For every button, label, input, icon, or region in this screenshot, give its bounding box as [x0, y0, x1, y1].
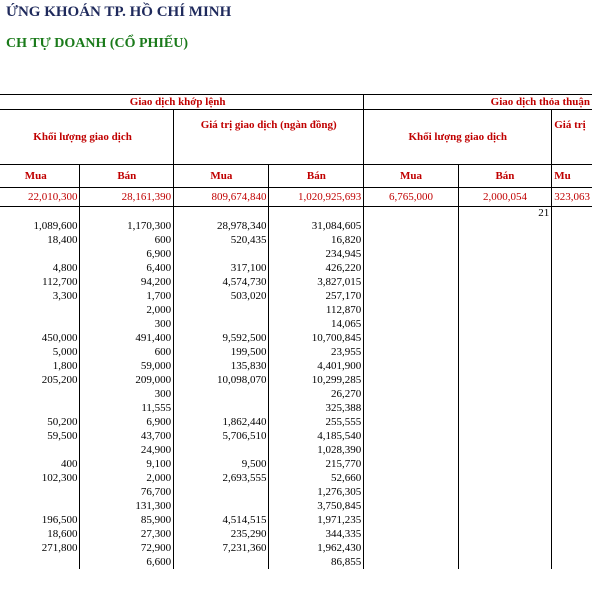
agreement-empty-cell	[364, 331, 458, 345]
agreement-empty-cell	[552, 401, 592, 415]
agreement-empty-cell	[364, 457, 458, 471]
table-row	[0, 555, 592, 569]
buy-value-cell	[174, 555, 269, 569]
agreement-empty-cell	[458, 443, 552, 457]
agreement-empty-cell	[364, 429, 458, 443]
total-buy-value: 809,674,840	[174, 188, 269, 207]
buy-value-cell: 2,693,555	[174, 471, 269, 485]
sell-volume-cell: 43,700	[80, 429, 174, 443]
agreement-empty-cell	[458, 373, 552, 387]
header-agreement-trades: Giao dịch thỏa thuận	[364, 95, 592, 110]
header-value-agreement: Giá trị	[552, 110, 592, 165]
header-volume: Khối lượng giao dịch	[0, 110, 174, 165]
sell-value-cell: 3,827,015	[269, 275, 364, 289]
buy-volume-cell	[0, 387, 80, 401]
sell-value-cell: 112,870	[269, 303, 364, 317]
sell-value-cell: 215,770	[269, 457, 364, 471]
agreement-empty-cell	[364, 275, 458, 289]
buy-volume-cell: 4,800	[0, 261, 80, 275]
agreement-empty-cell	[458, 219, 552, 233]
sell-volume-cell: 6,600	[80, 555, 174, 569]
buy-value-cell: 135,830	[174, 359, 269, 373]
buy-value-cell	[174, 485, 269, 499]
sell-value-cell: 10,700,845	[269, 331, 364, 345]
table-row	[0, 401, 592, 415]
agreement-empty-cell	[458, 303, 552, 317]
total-buy-agreement-volume: 6,765,000	[364, 188, 458, 207]
sell-value-cell: 325,388	[269, 401, 364, 415]
buy-value-cell: 4,514,515	[174, 513, 269, 527]
buy-value-cell: 317,100	[174, 261, 269, 275]
sell-value-cell: 1,276,305	[269, 485, 364, 499]
buy-value-cell: 199,500	[174, 345, 269, 359]
agreement-empty-cell	[364, 233, 458, 247]
agreement-empty-cell	[458, 261, 552, 275]
sell-value-cell: 31,084,605	[269, 219, 364, 233]
buy-volume-cell: 5,000	[0, 345, 80, 359]
table-row	[0, 345, 592, 359]
table-row	[0, 331, 592, 345]
table-row	[0, 317, 592, 331]
agreement-empty-cell	[458, 387, 552, 401]
table-row	[0, 247, 592, 261]
buy-volume-cell: 450,000	[0, 331, 80, 345]
agreement-empty-cell	[552, 527, 592, 541]
header-value: Giá trị giao dịch (ngàn đồng)	[174, 110, 364, 165]
agreement-empty-cell	[552, 443, 592, 457]
table-row	[0, 359, 592, 373]
sell-volume-cell: 2,000	[80, 471, 174, 485]
header-buy-agreement-volume: Mua	[364, 165, 458, 188]
buy-value-cell: 5,706,510	[174, 429, 269, 443]
sell-value-cell: 4,185,540	[269, 429, 364, 443]
header-sell-value: Bán	[269, 165, 364, 188]
table-row	[0, 513, 592, 527]
sell-volume-cell: 1,700	[80, 289, 174, 303]
agreement-empty-cell	[364, 219, 458, 233]
agreement-empty-cell	[364, 289, 458, 303]
buy-value-cell	[174, 317, 269, 331]
buy-value-cell: 1,862,440	[174, 415, 269, 429]
agreement-empty-cell	[364, 345, 458, 359]
agreement-empty-cell	[458, 513, 552, 527]
buy-value-cell	[174, 401, 269, 415]
buy-volume-cell	[0, 443, 80, 457]
agreement-empty-cell	[552, 261, 592, 275]
agreement-empty-cell	[364, 261, 458, 275]
sell-volume-cell: 72,900	[80, 541, 174, 555]
buy-volume-cell: 102,300	[0, 471, 80, 485]
header-buy-value: Mua	[174, 165, 269, 188]
sell-volume-cell: 24,900	[80, 443, 174, 457]
agreement-empty-cell	[552, 499, 592, 513]
table-row	[0, 429, 592, 443]
sell-volume-cell: 2,000	[80, 303, 174, 317]
total-buy-agreement-value: 323,063	[552, 188, 592, 207]
table-row	[0, 541, 592, 555]
agreement-empty-cell	[364, 541, 458, 555]
table-row	[0, 373, 592, 387]
sell-volume-cell: 9,100	[80, 457, 174, 471]
agreement-empty-cell	[458, 345, 552, 359]
agreement-empty-cell	[458, 275, 552, 289]
table-row	[0, 499, 592, 513]
sell-value-cell: 26,270	[269, 387, 364, 401]
buy-value-cell: 7,231,360	[174, 541, 269, 555]
agreement-empty-cell	[364, 499, 458, 513]
buy-volume-cell	[0, 317, 80, 331]
sell-volume-cell: 59,000	[80, 359, 174, 373]
sell-value-cell: 23,955	[269, 345, 364, 359]
table-row	[0, 415, 592, 429]
agreement-empty-cell	[458, 457, 552, 471]
sell-volume-cell: 94,200	[80, 275, 174, 289]
agreement-empty-cell	[552, 373, 592, 387]
agreement-empty-cell	[458, 401, 552, 415]
agreement-empty-cell	[552, 541, 592, 555]
sell-volume-cell: 6,900	[80, 247, 174, 261]
table-row	[0, 457, 592, 471]
sell-value-cell: 257,170	[269, 289, 364, 303]
agreement-empty-cell	[458, 541, 552, 555]
buy-volume-cell	[0, 555, 80, 569]
sell-volume-cell: 85,900	[80, 513, 174, 527]
agreement-empty-cell	[552, 359, 592, 373]
sell-value-cell: 3,750,845	[269, 499, 364, 513]
buy-value-cell: 4,574,730	[174, 275, 269, 289]
proprietary-trading-table	[0, 94, 592, 569]
buy-value-cell: 503,020	[174, 289, 269, 303]
buy-value-cell: 235,290	[174, 527, 269, 541]
agreement-empty-cell	[552, 219, 592, 233]
agreement-empty-cell	[552, 289, 592, 303]
sell-value-cell: 86,855	[269, 555, 364, 569]
buy-volume-cell	[0, 247, 80, 261]
sell-volume-cell: 491,400	[80, 331, 174, 345]
agreement-empty-cell	[458, 485, 552, 499]
agreement-empty-cell	[458, 317, 552, 331]
buy-volume-cell: 18,400	[0, 233, 80, 247]
table-row	[0, 289, 592, 303]
buy-volume-cell: 205,200	[0, 373, 80, 387]
sell-value-cell: 234,945	[269, 247, 364, 261]
total-sell-agreement-volume: 2,000,054	[458, 188, 552, 207]
buy-volume-cell	[0, 401, 80, 415]
agreement-empty-cell	[458, 331, 552, 345]
agreement-empty-cell	[364, 359, 458, 373]
buy-volume-cell	[0, 303, 80, 317]
table-row	[0, 219, 592, 233]
agreement-empty-cell	[458, 499, 552, 513]
agreement-empty-cell	[458, 527, 552, 541]
agreement-empty-cell	[458, 471, 552, 485]
agreement-empty-cell	[552, 303, 592, 317]
sell-volume-cell: 11,555	[80, 401, 174, 415]
sell-volume-cell: 300	[80, 317, 174, 331]
agreement-empty-cell	[552, 471, 592, 485]
sell-value-cell: 255,555	[269, 415, 364, 429]
buy-volume-cell: 271,800	[0, 541, 80, 555]
agreement-empty-cell	[364, 303, 458, 317]
table-row	[0, 261, 592, 275]
agreement-empty-cell	[364, 527, 458, 541]
agreement-empty-cell	[458, 247, 552, 261]
header-sell-volume: Bán	[80, 165, 174, 188]
buy-volume-cell: 3,300	[0, 289, 80, 303]
buy-value-cell: 28,978,340	[174, 219, 269, 233]
header-matched-orders: Giao dịch khớp lệnh	[0, 95, 364, 110]
buy-value-cell	[174, 387, 269, 401]
agreement-empty-cell	[364, 415, 458, 429]
table-row	[0, 233, 592, 247]
buy-volume-cell: 400	[0, 457, 80, 471]
header-sell-agreement-volume: Bán	[458, 165, 552, 188]
report-title: ỨNG KHOÁN TP. HỒ CHÍ MINH	[6, 4, 232, 20]
sell-value-cell: 1,971,235	[269, 513, 364, 527]
agreement-empty-cell	[552, 275, 592, 289]
sell-volume-cell: 131,300	[80, 499, 174, 513]
agreement-empty-cell	[364, 373, 458, 387]
agreement-empty-cell	[552, 485, 592, 499]
buy-volume-cell	[0, 485, 80, 499]
agreement-empty-cell	[364, 513, 458, 527]
buy-value-cell: 10,098,070	[174, 373, 269, 387]
table-row	[0, 527, 592, 541]
agreement-empty-cell	[458, 359, 552, 373]
table-row	[0, 275, 592, 289]
sell-value-cell: 4,401,900	[269, 359, 364, 373]
buy-volume-cell: 196,500	[0, 513, 80, 527]
agreement-empty-cell	[552, 429, 592, 443]
sell-volume-cell: 6,900	[80, 415, 174, 429]
buy-value-cell: 9,500	[174, 457, 269, 471]
table-row	[0, 303, 592, 317]
agreement-empty-cell	[552, 513, 592, 527]
agreement-empty-cell	[552, 317, 592, 331]
buy-volume-cell: 50,200	[0, 415, 80, 429]
table-row	[0, 387, 592, 401]
sell-volume-cell: 27,300	[80, 527, 174, 541]
agreement-empty-cell	[364, 485, 458, 499]
buy-volume-cell: 112,700	[0, 275, 80, 289]
agreement-empty-cell	[458, 555, 552, 569]
agreement-empty-cell	[552, 345, 592, 359]
agreement-empty-cell	[552, 233, 592, 247]
report-subtitle: CH TỰ DOANH (CỔ PHIẾU)	[6, 36, 188, 51]
sell-value-cell: 14,065	[269, 317, 364, 331]
buy-value-cell	[174, 443, 269, 457]
buy-volume-cell: 1,800	[0, 359, 80, 373]
agreement-first-row-sell: 21	[458, 207, 552, 220]
table-row	[0, 471, 592, 485]
total-buy-volume: 22,010,300	[0, 188, 80, 207]
sell-volume-cell: 76,700	[80, 485, 174, 499]
sell-value-cell: 52,660	[269, 471, 364, 485]
total-sell-value: 1,020,925,693	[269, 188, 364, 207]
buy-value-cell: 9,592,500	[174, 331, 269, 345]
buy-volume-cell	[0, 499, 80, 513]
agreement-empty-cell	[364, 247, 458, 261]
header-buy-volume: Mua	[0, 165, 80, 188]
agreement-empty-cell	[552, 457, 592, 471]
agreement-empty-cell	[364, 471, 458, 485]
sell-volume-cell: 209,000	[80, 373, 174, 387]
sell-volume-cell: 600	[80, 233, 174, 247]
agreement-empty-cell	[364, 555, 458, 569]
buy-volume-cell: 59,500	[0, 429, 80, 443]
sell-value-cell: 16,820	[269, 233, 364, 247]
header-buy-agreement-value: Mu	[552, 165, 592, 188]
buy-volume-cell: 18,600	[0, 527, 80, 541]
buy-value-cell	[174, 303, 269, 317]
agreement-empty-cell	[364, 387, 458, 401]
sell-value-cell: 1,962,430	[269, 541, 364, 555]
table-row	[0, 485, 592, 499]
sell-value-cell: 426,220	[269, 261, 364, 275]
header-volume-agreement: Khối lượng giao dịch	[364, 110, 552, 165]
buy-value-cell	[174, 247, 269, 261]
sell-volume-cell: 6,400	[80, 261, 174, 275]
agreement-empty-cell	[458, 429, 552, 443]
sell-value-cell: 1,028,390	[269, 443, 364, 457]
sell-value-cell: 10,299,285	[269, 373, 364, 387]
agreement-empty-cell	[364, 401, 458, 415]
agreement-empty-cell	[552, 331, 592, 345]
buy-value-cell: 520,435	[174, 233, 269, 247]
sell-volume-cell: 300	[80, 387, 174, 401]
buy-value-cell	[174, 499, 269, 513]
total-sell-volume: 28,161,390	[80, 188, 174, 207]
agreement-empty-cell	[364, 443, 458, 457]
agreement-empty-cell	[458, 233, 552, 247]
agreement-empty-cell	[552, 247, 592, 261]
table-row	[0, 443, 592, 457]
buy-volume-cell: 1,089,600	[0, 219, 80, 233]
agreement-empty-cell	[552, 387, 592, 401]
sell-volume-cell: 1,170,300	[80, 219, 174, 233]
agreement-empty-cell	[458, 289, 552, 303]
agreement-empty-cell	[552, 415, 592, 429]
agreement-empty-cell	[458, 415, 552, 429]
sell-volume-cell: 600	[80, 345, 174, 359]
agreement-empty-cell	[364, 317, 458, 331]
sell-value-cell: 344,335	[269, 527, 364, 541]
agreement-empty-cell	[552, 555, 592, 569]
